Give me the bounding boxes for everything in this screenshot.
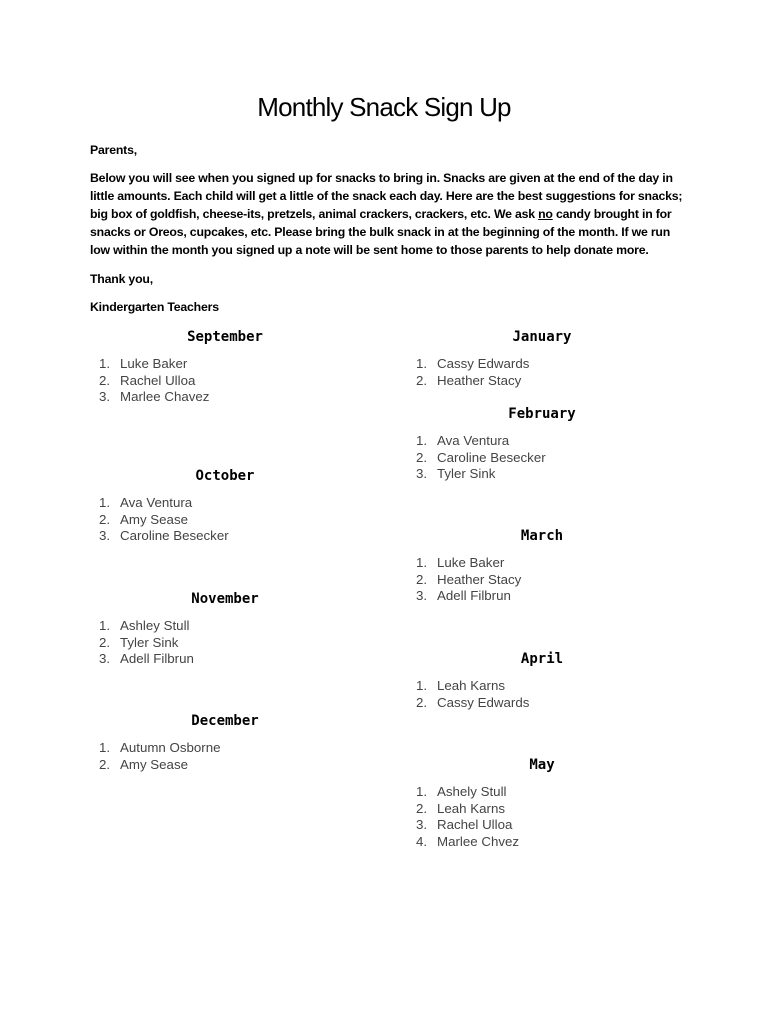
list-item-name: Autumn Osborne — [120, 740, 221, 755]
list-item-name: Ashley Stull — [120, 618, 190, 633]
list-item — [392, 817, 692, 834]
month-title: February — [508, 406, 576, 422]
list-item — [392, 678, 692, 695]
list-item — [392, 373, 692, 390]
list-item — [392, 588, 692, 605]
month-march — [392, 525, 692, 605]
list-item-name: Amy Sease — [120, 756, 188, 772]
instructions-text-part-2: candy brought in for snacks or Oreos, cupcakes, etc. Please bring the bulk snack in at the beginning of the month. If we run low within the month you signed up a note will be sent home to those parents to help donate more. — [90, 207, 672, 257]
list-item-name: Ashely Stull — [437, 784, 507, 799]
list-item — [392, 356, 692, 373]
list-item — [392, 433, 692, 450]
list-item — [75, 757, 375, 774]
month-april — [392, 648, 692, 711]
list-item — [75, 512, 375, 529]
list-item-name: Marlee Chavez — [120, 389, 210, 405]
month-december — [75, 710, 375, 773]
list-item — [75, 635, 375, 652]
list-item-number: 1. — [99, 618, 111, 633]
list-item-name: Cassy Edwards — [437, 694, 530, 710]
list-item — [392, 801, 692, 818]
name-list — [75, 356, 375, 406]
list-item-number: 1. — [416, 356, 428, 371]
list-item — [392, 784, 692, 801]
list-item-name: Caroline Besecker — [437, 449, 546, 465]
list-item-name: Luke Baker — [437, 555, 505, 570]
page-title: Monthly Snack Sign Up — [257, 92, 511, 122]
month-title: April — [520, 651, 564, 667]
month-january — [392, 326, 692, 389]
instructions-paragraph — [90, 169, 690, 259]
name-list — [392, 356, 692, 389]
month-title: January — [512, 329, 572, 345]
greeting: Parents, — [90, 143, 137, 157]
name-list — [392, 433, 692, 483]
list-item-number: 3. — [416, 588, 428, 604]
list-item-number: 2. — [416, 571, 428, 587]
list-item-number: 1. — [99, 356, 111, 371]
list-item-number: 1. — [99, 740, 111, 755]
list-item-number: 2. — [416, 694, 428, 710]
list-item — [392, 466, 692, 483]
month-february — [392, 403, 692, 483]
list-item-name: Tyler Sink — [437, 466, 496, 482]
name-list — [392, 555, 692, 605]
list-item — [75, 618, 375, 635]
month-title: November — [191, 591, 259, 607]
instructions-underlined-word: no — [538, 207, 553, 221]
month-may — [392, 754, 692, 850]
list-item-number: 3. — [416, 817, 428, 833]
month-november — [75, 588, 375, 668]
list-item-name: Caroline Besecker — [120, 528, 229, 544]
list-item-number: 1. — [416, 784, 428, 799]
month-title: March — [520, 528, 564, 544]
list-item-name: Heather Stacy — [437, 571, 522, 587]
month-title: September — [187, 329, 263, 345]
list-item-name: Leah Karns — [437, 800, 506, 816]
thank-you-line: Thank you, — [90, 272, 153, 286]
month-title: December — [191, 713, 259, 729]
name-list — [392, 784, 692, 850]
list-item-number: 2. — [99, 756, 111, 772]
list-item-number: 3. — [416, 466, 428, 482]
list-item — [75, 495, 375, 512]
list-item-number: 1. — [416, 678, 428, 693]
list-item-name: Rachel Ulloa — [437, 817, 513, 833]
list-item-number: 4. — [416, 833, 428, 849]
list-item-number: 1. — [416, 555, 428, 570]
list-item — [75, 740, 375, 757]
name-list — [75, 740, 375, 773]
list-item-name: Leah Karns — [437, 678, 506, 693]
list-item-number: 1. — [416, 433, 428, 448]
month-september — [75, 326, 375, 406]
list-item-name: Amy Sease — [120, 511, 188, 527]
list-item — [75, 389, 375, 406]
list-item-name: Adell Filbrun — [437, 588, 511, 604]
list-item-name: Ava Ventura — [120, 495, 193, 510]
name-list — [392, 678, 692, 711]
month-october — [75, 465, 375, 545]
list-item-name: Heather Stacy — [437, 372, 522, 388]
list-item-name: Adell Filbrun — [120, 651, 194, 667]
list-item — [75, 373, 375, 390]
list-item-name: Ava Ventura — [437, 433, 510, 448]
list-item-number: 1. — [99, 495, 111, 510]
name-list — [75, 495, 375, 545]
list-item-number: 2. — [416, 800, 428, 816]
instructions-text-part-1: Below you will see when you signed up for snacks to bring in. Snacks are given at the end of the day in little amounts. Each child will get a little of the snack each day. Here are the best suggestions for snacks; big box of goldfish, cheese-its, pretzels, animal crackers, crackers, etc. We ask — [90, 171, 683, 221]
list-item-name: Luke Baker — [120, 356, 188, 371]
list-item-number: 3. — [99, 528, 111, 544]
list-item-number: 3. — [99, 651, 111, 667]
list-item-number: 3. — [99, 389, 111, 405]
list-item — [392, 555, 692, 572]
month-title: October — [195, 468, 255, 484]
signoff: Kindergarten Teachers — [90, 300, 219, 314]
list-item-name: Rachel Ulloa — [120, 372, 196, 388]
month-title: May — [529, 757, 555, 773]
list-item-number: 2. — [99, 511, 111, 527]
list-item-name: Tyler Sink — [120, 634, 179, 650]
list-item-number: 2. — [99, 372, 111, 388]
list-item — [75, 651, 375, 668]
name-list — [75, 618, 375, 668]
list-item-name: Cassy Edwards — [437, 356, 530, 371]
list-item-name: Marlee Chvez — [437, 833, 520, 849]
list-item — [392, 695, 692, 712]
list-item-number: 2. — [416, 372, 428, 388]
list-item — [75, 356, 375, 373]
list-item — [392, 450, 692, 467]
list-item — [75, 528, 375, 545]
list-item — [392, 834, 692, 851]
list-item-number: 2. — [416, 449, 428, 465]
list-item — [392, 572, 692, 589]
list-item-number: 2. — [99, 634, 111, 650]
